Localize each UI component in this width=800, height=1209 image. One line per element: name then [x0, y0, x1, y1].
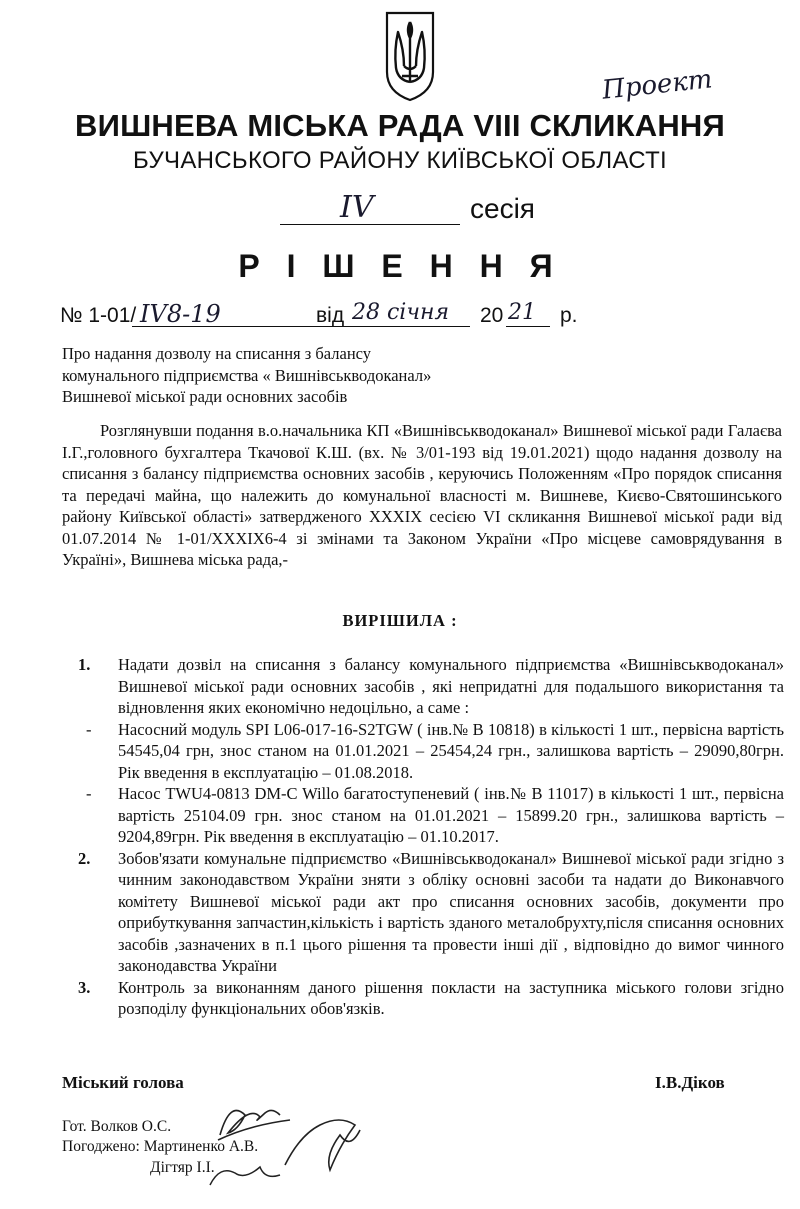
draft-mark — [596, 64, 714, 110]
prepared-by: Гот. Волков О.С. — [62, 1118, 172, 1135]
session-number: IV — [340, 190, 374, 225]
decision-items — [78, 654, 784, 1020]
handwritten-signatures — [190, 1095, 370, 1190]
year-suffix: 21 — [508, 300, 536, 325]
year-prefix: 20 — [480, 304, 504, 327]
item-marker: - — [86, 784, 92, 803]
district-title: БУЧАНСЬКОГО РАЙОНУ КИЇВСЬКОЇ ОБЛАСТІ — [132, 147, 668, 174]
number-prefix: № 1-01/ — [60, 304, 137, 327]
document-title: Р І Ш Е Н Н Я — [238, 248, 562, 284]
year-underline — [506, 326, 550, 327]
decision-date: 28 січня — [352, 300, 450, 325]
list-item — [78, 783, 784, 848]
item-marker: 1. — [78, 655, 91, 674]
item-marker: 3. — [78, 977, 91, 997]
subject-line: комунального підприємства « Вишнівськводоканал» — [62, 365, 432, 385]
from-word: від — [316, 304, 345, 327]
session-word: сесія — [470, 193, 535, 224]
decision-subject — [62, 343, 522, 408]
signatory-title: Міський голова — [62, 1073, 184, 1092]
agreed-by: Погоджено: Мартиненко А.В. — [62, 1138, 259, 1155]
coat-of-arms-icon — [384, 10, 436, 102]
draft-mark-text: Проект — [600, 64, 714, 106]
year-suffix-word: р. — [560, 304, 578, 327]
item-text: Надати дозвіл на списання з балансу комунального підприємства «Вишнівськводоканал» Вишневої міської ради основних засобів , які непридатні для подальшого використання та відновлення яких економічно недоцільно, а саме : — [118, 655, 784, 717]
subject-line: Вишневої міської ради основних засобів — [62, 387, 348, 406]
date-underline — [346, 326, 470, 327]
session-number-field — [340, 188, 400, 228]
council-title: ВИШНЕВА МІСЬКА РАДА VIII СКЛИКАННЯ — [75, 108, 725, 143]
list-item — [78, 977, 784, 1020]
item-text: Зобов'язати комунальне підприємство «Вишнівськводоканал» Вишневої міської ради згідно з чинним законодавством України зняти з обліку основні засоби та надати до Виконавчого комітету Вишневої міської ради акт про списання основних засобів, документи про оприбуткування запчастин,кількість і вартість зданого металобрухту,після списання основних засобів ,зазначених в п.1 цього рішення та провести інші дії , відповідно до вимог чинного законодавства України — [118, 848, 784, 975]
signatory-name: І.В.Діков — [655, 1073, 725, 1092]
item-text: Контроль за виконанням даного рішення покласти на заступника міського голови згідно розподілу функціональних обов'язків. — [118, 977, 784, 1018]
list-item — [78, 848, 784, 977]
resolved-heading: ВИРІШИЛА : — [342, 611, 458, 630]
item-marker: 2. — [78, 848, 91, 868]
subject-line: Про надання дозволу на списання з балансу — [62, 344, 372, 363]
list-item — [78, 719, 784, 784]
item-text: Насосний модуль SPI L06-017-16-S2TGW ( інв.№ В 10818) в кількості 1 шт., первісна вартість 54545,04 грн, знос станом на 01.01.2021 – 25454,24 грн., залишкова вартість – 29090,80грн. Рік введення в експлуатацію – 01.08.2018. — [118, 719, 784, 782]
agreed-by-second: Дігтяр І.І. — [150, 1159, 215, 1176]
decision-number-row — [60, 300, 620, 334]
item-text: Насос TWU4-0813 DM-C Willo багатоступеневий ( інв.№ В 11017) в кількості 1 шт., первісна вартість 25104.09 грн. знос станом на 01.01.2021 – 15899.20 грн., залишкова вартість – 9204,89грн. Рік введення в експлуатацію – 01.10.2017. — [118, 784, 784, 846]
preamble: Розглянувши подання в.о.начальника КП «Вишнівськводоканал» Вишневої міської ради Галаєва І.Г.,головного бухгалтера Ткачової К.Ш. (вх. № 3/01-193 від 19.01.2021) щодо надання дозволу на списання з балансу підприємства основних засобів , керуючись Положенням «Про порядок списання та передачі майна, що належить до комунальної власності м. Вишневе, Києво-Святошинського району Київської області» затвердженого XXXIX сесією VI скликання Вишневої міської ради від 01.07.2014 № 1-01/XXXIX6-4 зі змінами та Законом України «Про місцеве самоврядування в Україні», Вишнева міська рада,- — [62, 421, 782, 569]
decision-number: IV8-19 — [140, 300, 221, 328]
list-item — [78, 654, 784, 719]
item-marker: - — [86, 719, 92, 739]
